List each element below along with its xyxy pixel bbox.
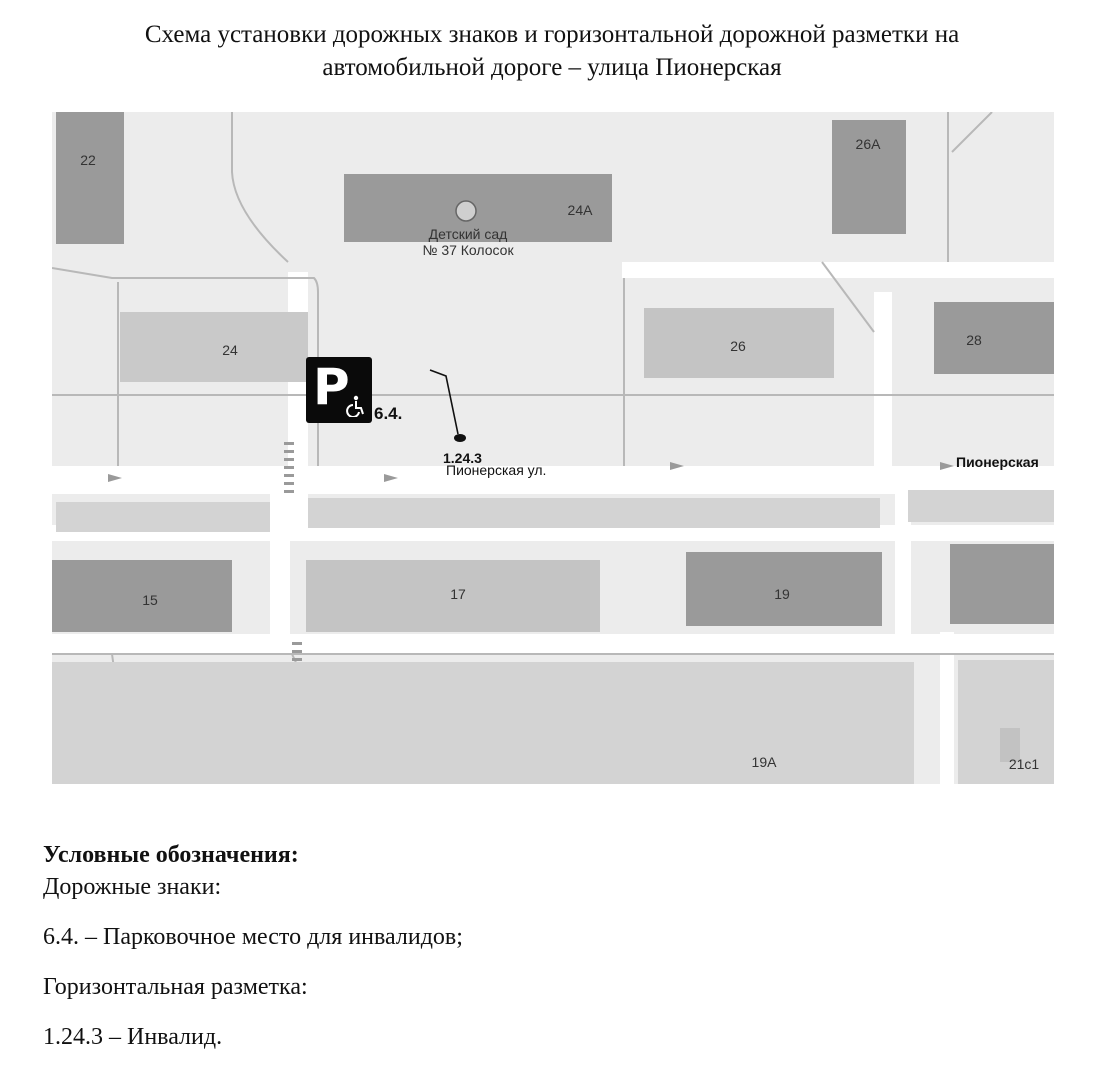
- building-22-label: 22: [80, 152, 96, 168]
- road-vertical-right: [874, 292, 892, 492]
- road-vertical-left: [288, 272, 308, 534]
- building-right: [950, 544, 1054, 624]
- kindergarten-icon: [456, 201, 476, 221]
- title-line-1: Схема установки дорожных знаков и горизонтальной дорожной разметки на: [144, 21, 960, 48]
- building-21c1-area: [958, 660, 1054, 784]
- marking-leader-line: [430, 370, 458, 434]
- legend-marking-item: 1.24.3 – Инвалид.: [43, 1024, 223, 1050]
- legend-heading: Условные обозначения:: [43, 842, 299, 868]
- legend-sign-item: 6.4. – Парковочное место для инвалидов;: [43, 924, 463, 950]
- marking-dot: [454, 434, 466, 442]
- building-17-label: 17: [450, 586, 466, 602]
- map-drawing: [52, 112, 1054, 784]
- parking-letter: P: [313, 358, 350, 416]
- buildings: [52, 112, 1054, 784]
- building-19a-label: 19А: [751, 754, 777, 770]
- building-22: [56, 112, 124, 244]
- building-28-label: 28: [966, 332, 982, 348]
- building-28: [934, 302, 1054, 374]
- wheelchair-icon: [344, 395, 366, 417]
- road-crossing-left: [270, 492, 290, 642]
- kindergarten-label: [418, 226, 518, 258]
- building-19a: [52, 662, 914, 784]
- street-label-pionerskaya-right: Пионерская: [956, 454, 1039, 470]
- block-lower-right: [908, 490, 1054, 522]
- page-title: [0, 18, 1104, 84]
- building-26a-label: 26А: [855, 136, 881, 152]
- path-upper-right-diag: [952, 112, 992, 152]
- building-19-label: 19: [774, 586, 790, 602]
- marking-code-label: 1.24.3: [443, 450, 482, 466]
- building-24a-label: 24А: [567, 202, 593, 218]
- path-upper-left: [232, 112, 288, 262]
- block-lower-mid: [308, 498, 880, 528]
- road-upper-right: [622, 262, 1054, 278]
- parking-disabled-sign-icon: [306, 357, 372, 423]
- building-26-label: 26: [730, 338, 746, 354]
- legend-marking-heading: Горизонтальная разметка:: [43, 974, 308, 1000]
- title-line-2: автомобильной дороге – улица Пионерская: [322, 54, 782, 81]
- building-24-label: 24: [222, 342, 238, 358]
- building-15-label: 15: [142, 592, 158, 608]
- street-label-pionerskaya: Пионерская ул.: [446, 462, 547, 478]
- road-lower: [52, 634, 1054, 654]
- legend-signs-heading: Дорожные знаки:: [43, 874, 222, 900]
- building-21c1-label: 21с1: [1008, 756, 1040, 772]
- map-area: [52, 112, 1054, 784]
- block-lower-left: [56, 502, 270, 532]
- kindergarten-number: № 37 Колосок: [422, 242, 514, 258]
- building-24: [120, 312, 308, 382]
- sign-code-label: 6.4.: [374, 404, 403, 423]
- kindergarten-name: Детский сад: [428, 226, 508, 242]
